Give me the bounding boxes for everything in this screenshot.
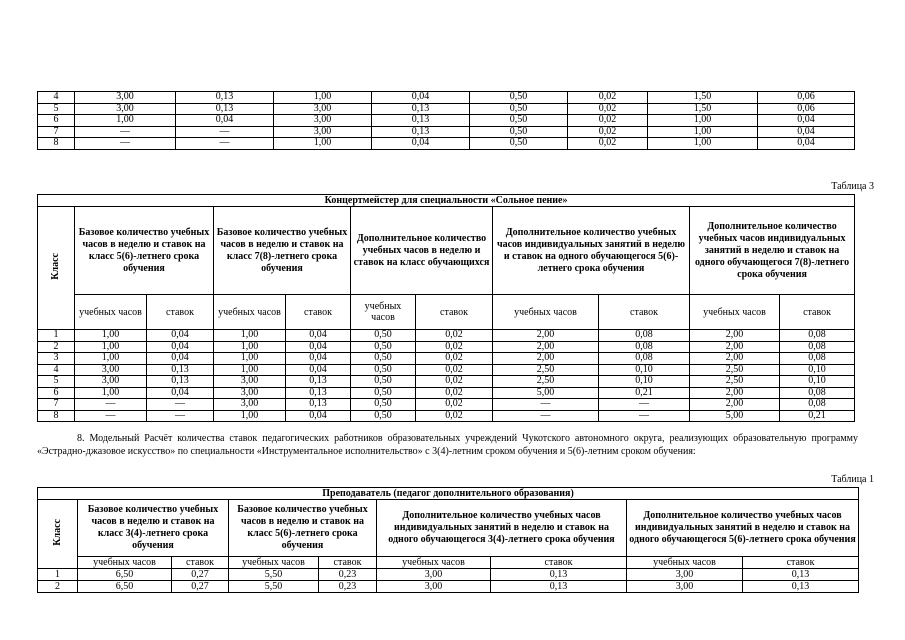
table3-group-header: Дополнительное количество учебных часов индивидуальных занятий в неделю и ставок на одного обучающегося 7(8)-летнего срока обучения (690, 207, 855, 295)
row-class-cell: 8 (38, 410, 75, 422)
table-cell: 0,13 (147, 364, 214, 376)
table-cell: 0,06 (758, 92, 855, 104)
table-cell: 0,04 (758, 138, 855, 150)
table-cell: 3,00 (75, 364, 147, 376)
table1-class-header (38, 500, 78, 569)
table-cell: 5,50 (229, 581, 319, 593)
table1-body (38, 569, 859, 593)
table3-caption: Таблица 3 (831, 181, 874, 192)
table-cell: 1,50 (648, 92, 758, 104)
table-cell: 2,00 (690, 353, 780, 365)
sub-header-cell: ставок (172, 556, 229, 568)
table-cell: 3,00 (377, 569, 491, 581)
table-cell: 0,02 (568, 103, 648, 115)
table-cell: 0,10 (599, 376, 690, 388)
table-row (38, 410, 855, 422)
table-cell: 3,00 (627, 581, 743, 593)
table-cell: — (599, 410, 690, 422)
table-row (38, 387, 855, 399)
table-cell: 2,00 (690, 330, 780, 342)
table-cell: 0,06 (758, 103, 855, 115)
table-cell: 0,02 (416, 387, 493, 399)
table-cell: — (176, 138, 274, 150)
table-top-continuation (37, 91, 855, 150)
table3-class-header (38, 207, 75, 330)
table-cell: 1,00 (648, 138, 758, 150)
table-cell: 0,02 (416, 353, 493, 365)
table-cell: 2,50 (690, 364, 780, 376)
table-cell: 0,04 (147, 330, 214, 342)
table-cell: 0,04 (286, 330, 351, 342)
table1-caption: Таблица 1 (831, 474, 874, 485)
row-class-cell: 6 (38, 115, 75, 127)
table-cell: 2,50 (690, 376, 780, 388)
table-cell: 0,27 (172, 581, 229, 593)
table-cell: 3,00 (214, 387, 286, 399)
table-cell: 0,13 (286, 387, 351, 399)
table-cell: 2,00 (690, 341, 780, 353)
table-row (38, 341, 855, 353)
table1-group-header: Дополнительное количество учебных часов индивидуальных занятий в неделю и ставок на одного обучающегося 3(4)-летнего срока обучения (377, 500, 627, 557)
table-cell: 0,08 (780, 353, 855, 365)
table-cell: 0,04 (372, 92, 470, 104)
table-cell: 1,00 (75, 353, 147, 365)
table-cell: — (75, 138, 176, 150)
table-row (38, 138, 855, 150)
table-cell: 0,02 (416, 410, 493, 422)
table-cell: 0,02 (416, 341, 493, 353)
table-cell: 0,04 (758, 115, 855, 127)
table-cell: 3,00 (274, 103, 372, 115)
sub-header-cell: учебных часов (214, 295, 286, 330)
table-cell: — (176, 126, 274, 138)
table-cell: 6,50 (78, 569, 172, 581)
table-cell: 0,50 (351, 387, 416, 399)
table-row (38, 376, 855, 388)
table3-body (38, 330, 855, 422)
table-top-body (38, 92, 855, 150)
row-class-cell: 2 (38, 341, 75, 353)
sub-header-cell: ставок (319, 556, 377, 568)
table-cell: 0,04 (286, 353, 351, 365)
table-cell: 1,00 (214, 353, 286, 365)
paragraph-text: 8. Модельный Расчёт количества ставок педагогических работников образовательных учреждений Чукотского автономного округа, реализующих образовательную программу «Эстрадно-джазовое искусство» по специальности «Инструментальное исполнительство» с 3(4)-летним сроком обучения и 5(6)-летним сроком обучения: (37, 433, 858, 457)
table-row (38, 399, 855, 411)
table-cell: 0,13 (147, 376, 214, 388)
table-cell: 6,50 (78, 581, 172, 593)
table-cell: 1,00 (214, 410, 286, 422)
table-cell: 2,50 (493, 376, 599, 388)
table-cell: 0,08 (780, 399, 855, 411)
table-cell: 0,04 (147, 353, 214, 365)
table-row (38, 126, 855, 138)
sub-header-cell: учебных часов (690, 295, 780, 330)
table3-group-header: Дополнительное количество учебных часов в неделю и ставок на класс обучающихся (351, 207, 493, 295)
table-row (38, 364, 855, 376)
table-cell: 3,00 (627, 569, 743, 581)
sub-header-cell: учебных часов (351, 295, 416, 330)
table1-group-header: Дополнительное количество учебных часов индивидуальных занятий в неделю и ставок на одного обучающегося 5(6)-летнего срока обучения (627, 500, 859, 557)
table-row (38, 569, 859, 581)
sub-header-cell: ставок (491, 556, 627, 568)
table3-sub-headers (38, 295, 855, 330)
table-cell: 0,08 (780, 341, 855, 353)
table3-group-header: Базовое количество учебных часов в неделю и ставок на класс 7(8)-летнего срока обучения (214, 207, 351, 295)
sub-header-cell: ставок (599, 295, 690, 330)
table-cell: 0,21 (780, 410, 855, 422)
table-cell: 0,13 (491, 569, 627, 581)
table-row (38, 581, 859, 593)
sub-header-cell: ставок (286, 295, 351, 330)
table-cell: 0,10 (599, 364, 690, 376)
table-row (38, 92, 855, 104)
row-class-cell: 4 (38, 364, 75, 376)
table-row (38, 115, 855, 127)
table-cell: 0,04 (286, 341, 351, 353)
table-cell: 1,00 (648, 126, 758, 138)
sub-header-cell: учебных часов (75, 295, 147, 330)
table-cell: 1,00 (214, 364, 286, 376)
class-header-label: Класс (50, 253, 61, 280)
table-cell: 0,04 (147, 341, 214, 353)
table-cell: 2,50 (493, 364, 599, 376)
table-cell: — (75, 126, 176, 138)
table-cell: 5,00 (690, 410, 780, 422)
table-cell: 3,00 (274, 126, 372, 138)
table-cell: 0,02 (568, 126, 648, 138)
row-class-cell: 8 (38, 138, 75, 150)
table-cell: 0,02 (568, 138, 648, 150)
table-cell: 2,00 (690, 399, 780, 411)
table-cell: 2,00 (493, 330, 599, 342)
table3 (37, 194, 855, 422)
table-cell: 0,13 (176, 92, 274, 104)
table-cell: 0,02 (416, 399, 493, 411)
row-class-cell: 5 (38, 376, 75, 388)
table-cell: 1,00 (274, 138, 372, 150)
table-cell: 1,00 (214, 341, 286, 353)
table-cell: 1,00 (75, 330, 147, 342)
table-cell: 0,23 (319, 569, 377, 581)
table-cell: 3,00 (274, 115, 372, 127)
table-cell: 0,04 (176, 115, 274, 127)
table1-sub-headers (38, 556, 859, 568)
sub-header-cell: учебных часов (78, 556, 172, 568)
table-row (38, 353, 855, 365)
table-cell: 1,50 (648, 103, 758, 115)
table-cell: 0,08 (780, 387, 855, 399)
table-cell: 0,50 (351, 376, 416, 388)
row-class-cell: 7 (38, 399, 75, 411)
table-cell: 0,04 (372, 138, 470, 150)
table-cell: 0,50 (470, 92, 568, 104)
sub-header-cell: ставок (780, 295, 855, 330)
table-cell: 1,00 (648, 115, 758, 127)
table-cell: 0,08 (599, 341, 690, 353)
table-cell: 0,13 (286, 376, 351, 388)
sub-header-cell: учебных часов (493, 295, 599, 330)
table-cell: 1,00 (214, 330, 286, 342)
table-cell: 0,04 (147, 387, 214, 399)
table-cell: 0,21 (599, 387, 690, 399)
table-cell: — (75, 399, 147, 411)
table-cell: 0,13 (743, 569, 859, 581)
table-cell: 2,00 (493, 341, 599, 353)
row-class-cell: 4 (38, 92, 75, 104)
sub-header-cell: учебных часов (229, 556, 319, 568)
table-cell: 0,50 (351, 353, 416, 365)
table-cell: 1,00 (75, 341, 147, 353)
table-cell: 3,00 (75, 103, 176, 115)
table-cell: 3,00 (377, 581, 491, 593)
table-cell: 2,00 (690, 387, 780, 399)
table-cell: 0,13 (372, 126, 470, 138)
table-cell: 0,08 (780, 330, 855, 342)
table-cell: 5,00 (493, 387, 599, 399)
table-cell: 0,08 (599, 353, 690, 365)
table-cell: 3,00 (214, 376, 286, 388)
table-cell: — (147, 399, 214, 411)
table-row (38, 103, 855, 115)
table-cell: 0,23 (319, 581, 377, 593)
table-cell: 0,04 (286, 410, 351, 422)
table1-group-header: Базовое количество учебных часов в неделю и ставок на класс 3(4)-летнего срока обучения (78, 500, 229, 557)
row-class-cell: 7 (38, 126, 75, 138)
sub-header-cell: ставок (147, 295, 214, 330)
table-cell: 0,02 (568, 92, 648, 104)
table-cell: 0,02 (568, 115, 648, 127)
table-cell: 0,02 (416, 330, 493, 342)
row-class-cell: 1 (38, 330, 75, 342)
row-class-cell: 5 (38, 103, 75, 115)
class-header-label: Класс (51, 519, 63, 546)
table1-title: Преподаватель (педагог дополнительного образования) (38, 488, 859, 500)
table-cell: 0,13 (743, 581, 859, 593)
table-cell: 3,00 (214, 399, 286, 411)
table-cell: — (493, 410, 599, 422)
table-cell: 0,50 (470, 138, 568, 150)
table-cell: 0,50 (470, 115, 568, 127)
table-cell: 2,00 (493, 353, 599, 365)
row-class-cell: 3 (38, 353, 75, 365)
table-cell: 0,13 (372, 115, 470, 127)
table-cell: 0,13 (286, 399, 351, 411)
table1-group-header: Базовое количество учебных часов в неделю и ставок на класс 5(6)-летнего срока обучения (229, 500, 377, 557)
table-cell: 0,10 (780, 364, 855, 376)
table-cell: 0,50 (351, 330, 416, 342)
table-cell: 0,13 (491, 581, 627, 593)
table-cell: — (599, 399, 690, 411)
row-class-cell: 2 (38, 581, 78, 593)
sub-header-cell: ставок (743, 556, 859, 568)
table-cell: — (493, 399, 599, 411)
table-row (38, 330, 855, 342)
table-cell: 0,02 (416, 376, 493, 388)
table-cell: 1,00 (75, 387, 147, 399)
table-cell: 0,08 (599, 330, 690, 342)
table-cell: 0,50 (351, 410, 416, 422)
table-cell: 0,50 (470, 126, 568, 138)
row-class-cell: 1 (38, 569, 78, 581)
table-cell: 0,10 (780, 376, 855, 388)
table-cell: 0,50 (470, 103, 568, 115)
sub-header-cell: ставок (416, 295, 493, 330)
row-class-cell: 6 (38, 387, 75, 399)
sub-header-cell: учебных часов (627, 556, 743, 568)
table3-title: Концертмейстер для специальности «Сольное пение» (38, 195, 855, 207)
table-cell: 1,00 (75, 115, 176, 127)
table-cell: 5,50 (229, 569, 319, 581)
table3-group-header: Дополнительное количество учебных часов индивидуальных занятий в неделю и ставок на одного обучающегося 5(6)-летнего срока обучения (493, 207, 690, 295)
table3-group-header: Базовое количество учебных часов в неделю и ставок на класс 5(6)-летнего срока обучения (75, 207, 214, 295)
table-cell: 1,00 (274, 92, 372, 104)
table-cell: — (75, 410, 147, 422)
table-cell: 0,04 (758, 126, 855, 138)
table-cell: 0,50 (351, 399, 416, 411)
table-cell: 0,04 (286, 364, 351, 376)
table-cell: 0,13 (372, 103, 470, 115)
table1 (37, 487, 859, 593)
table-cell: — (147, 410, 214, 422)
table-cell: 0,02 (416, 364, 493, 376)
table-cell: 0,27 (172, 569, 229, 581)
table-cell: 0,13 (176, 103, 274, 115)
table-cell: 3,00 (75, 376, 147, 388)
table-cell: 3,00 (75, 92, 176, 104)
table-cell: 0,50 (351, 341, 416, 353)
section-paragraph (37, 433, 858, 458)
table-cell: 0,50 (351, 364, 416, 376)
sub-header-cell: учебных часов (377, 556, 491, 568)
